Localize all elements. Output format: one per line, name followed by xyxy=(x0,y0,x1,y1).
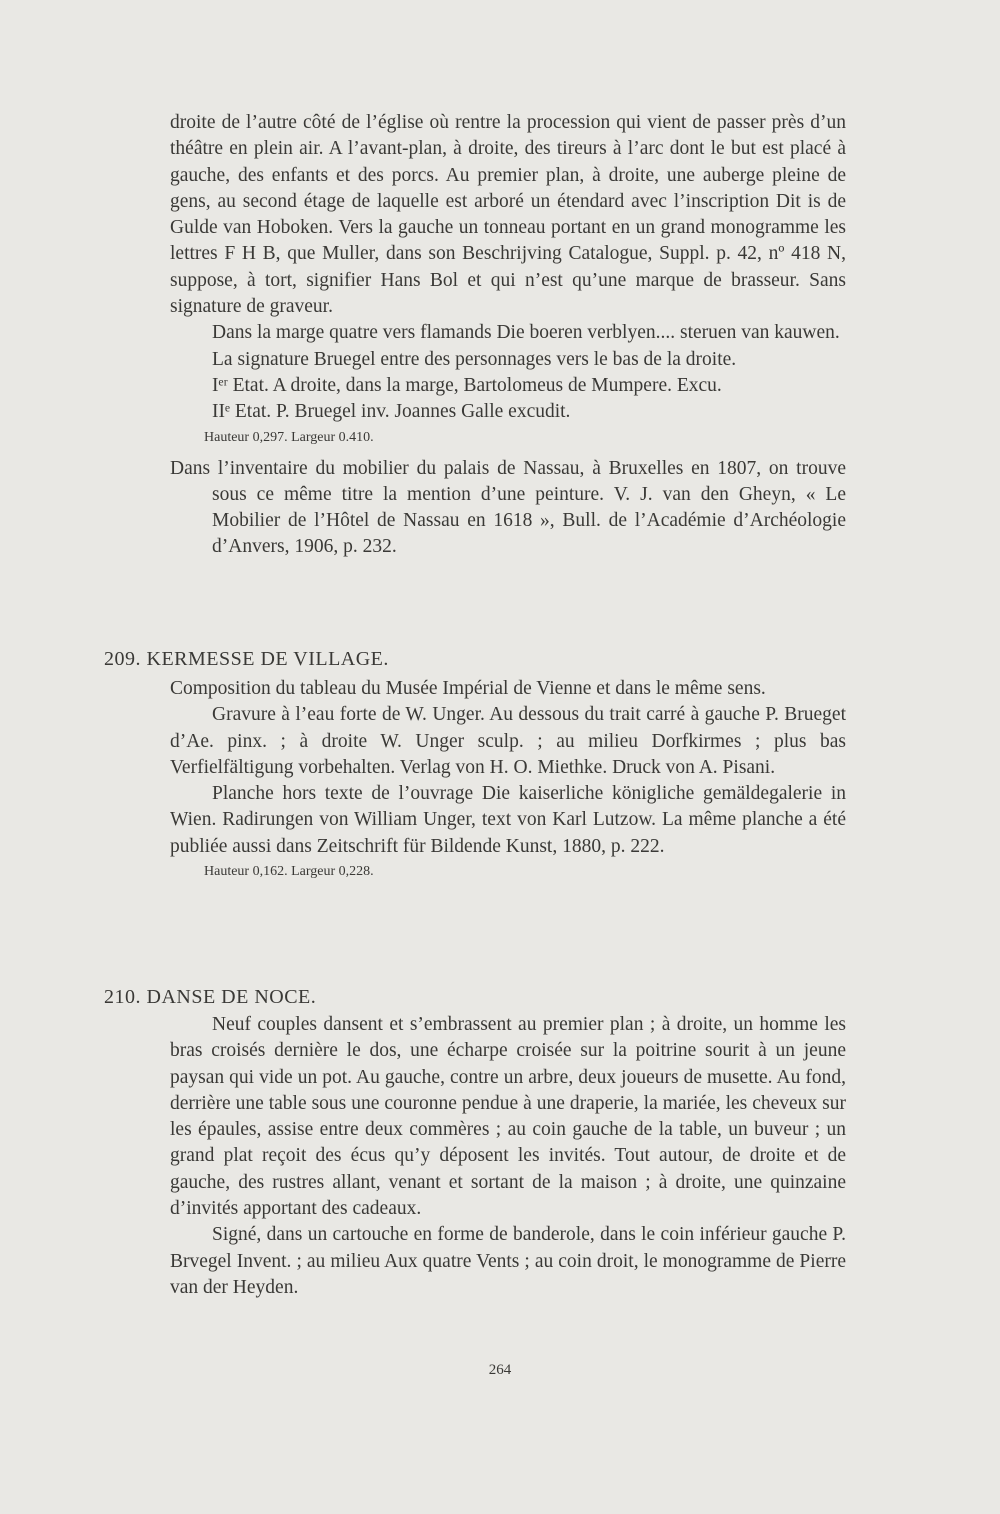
signature-paragraph: Signé, dans un cartouche en forme de banderole, dans le coin inférieur gauche P. Brvegel Invent. ; au milieu Aux quatre Vents ; au coin droit, le monogramme de Pierre van der Heyden. xyxy=(170,1224,846,1298)
dimensions: Hauteur 0,162. Largeur 0,228. xyxy=(204,864,374,880)
page-number: 264 xyxy=(488,1362,512,1378)
entry-210-title: 210. DANSE DE NOCE. xyxy=(104,986,317,1008)
scene-description-paragraph: Neuf couples dansent et s’embrassent au premier plan ; à droite, un homme les bras croisés dernière le dos, une écharpe croisée sur la poitrine sourit à un jeune paysan qui vide un pot. Au gauche, contre un arbre, deux joueurs de musette. Au fond, derrière une table sous une couronne pendue à une draperie, la mariée, les cheveux sur les épaules, assise entre deux commères ; au coin gauche de la table, un buveur ; un grand plat reçoit des écus qu’y déposent les invités. Tout autour, de droite et de gauche, des rustres allant, venant et sortant de la maison ; à droite, une quinzaine d’invités apportant des cadeaux. xyxy=(170,1014,846,1220)
engraving-paragraph: Gravure à l’eau forte de W. Unger. Au dessous du trait carré à gauche P. Brueget d’Ae. pinx. ; à droite W. Unger sculp. ; au milieu Dorfkirmes ; plus bas Verfielfältigung vorbehalten. Verlag von H. O. Miethke. Druck von A. Pisani. xyxy=(170,704,846,778)
plate-paragraph: Planche hors texte de l’ouvrage Die kaiserliche königliche gemäldegalerie in Wien. Radirungen von William Unger, text von Karl Lutzow. La même planche a été publiée aussi dans Zeitschrift für Bildende Kunst, 1880, p. 222. xyxy=(170,783,846,857)
composition-paragraph: Composition du tableau du Musée Impérial de Vienne et dans le même sens. xyxy=(170,678,766,699)
entry-208-continuation xyxy=(170,110,846,561)
entry-209-body xyxy=(170,676,846,882)
signature-paragraph: La signature Bruegel entre des personnages vers le bas de la droite. xyxy=(212,348,737,370)
entry-209-title: 209. KERMESSE DE VILLAGE. xyxy=(104,648,389,670)
state-1-paragraph: Iᵉʳ Etat. A droite, dans la marge, Bartolomeus de Mumpere. Excu. xyxy=(212,374,722,396)
inventory-note-paragraph: Dans l’inventaire du mobilier du palais de Nassau, à Bruxelles en 1807, on trouve sous ce même titre la mention d’une peinture. V. J. van den Gheyn, « Le Mobilier de l’Hôtel de Nassau en 1618 », Bull. de l’Académie d’Archéologie d’Anvers, 1906, p. 232. xyxy=(170,457,846,558)
description-paragraph: droite de l’autre côté de l’église où rentre la procession qui vient de passer près d’un théâtre en plein air. A l’avant-plan, à droite, des tireurs à l’arc dont le but est placé à gauche, des enfants et des porcs. Au premier plan, à droite, une auberge pleine de gens, au second étage de laquelle est arboré un étendard avec l’inscription Dit is de Gulde van Hoboken. Vers la gauche un tonneau portant en un grand monogramme les lettres F H B, que Muller, dans son Beschrijving Catalogue, Suppl. p. 42, nº 418 N, suppose, à tort, signifier Hans Bol et qui n’est qu’une marque de brasseur. Sans signature de graveur. xyxy=(170,112,846,318)
state-2-paragraph: IIᵉ Etat. P. Bruegel inv. Joannes Galle excudit. xyxy=(212,401,571,423)
margin-verses-paragraph: Dans la marge quatre vers flamands Die boeren verblyen.... steruen van kauwen. xyxy=(212,322,840,344)
dimensions: Hauteur 0,297. Largeur 0.410. xyxy=(204,429,374,445)
entry-210-body xyxy=(170,1012,846,1301)
